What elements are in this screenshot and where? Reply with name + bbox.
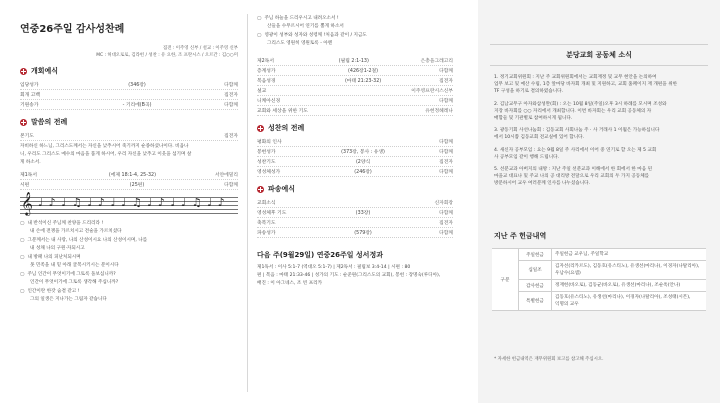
row-detail: (마태 21:23-32)	[344, 79, 382, 84]
row-leader: 다함께	[439, 140, 453, 145]
lyric-text: 산들을 수무르시어 연기를 뿜게 하소서	[267, 24, 344, 29]
section-heading-label: 개회예식	[31, 67, 59, 75]
offering-type: 감사헌금	[519, 280, 552, 292]
lyric-line	[20, 279, 238, 287]
lyric-text: 내 성채 나의 구원·자되시고	[30, 246, 85, 251]
row-label: 봉헌성가	[257, 150, 276, 155]
row-leader: 집전자	[224, 93, 238, 98]
response-marker-icon: ◯	[20, 254, 25, 259]
order-row	[20, 170, 238, 180]
response-marker-icon: ◯	[20, 271, 25, 276]
row-detail: (246장)	[354, 170, 372, 175]
order-row	[20, 90, 238, 100]
treble-clef-icon: 𝄞	[21, 191, 33, 215]
offering-names: 김동호(유스티노), 유생선(마리나), 이경자(나탈리아), 조성태(시몬), 익명의 교우	[552, 292, 707, 311]
lyric-line	[20, 287, 238, 296]
row-label: 니케아신경	[257, 99, 281, 104]
news-item: 5. 선분교과 아버지의 내방 : 지난 주일 선분교과 이해에서 한 회에서 한 마음 된 마을교 대표나 및 주교 나의 공 대리방 전달으로 우리 교회의 두 가지 공동체를 방문하시어 교우 여러분께 인사를 나누셨습니다.	[494, 167, 653, 187]
row-leader: 집전자	[224, 134, 238, 139]
lyric-text: 그의 일생은 지나가는 그림자 같습니다	[30, 297, 107, 302]
row-leader: 다함께	[224, 83, 238, 88]
row-leader: 다함께	[224, 183, 238, 188]
psalm-continued	[257, 14, 453, 48]
row-leader: 신자회장	[434, 201, 453, 206]
row-label: 축복기도	[257, 221, 276, 226]
lyric-text: 영광이 성부와 성자와 성령께 !처음과 같이 / 지금도	[264, 33, 367, 38]
order-row	[20, 80, 238, 90]
offering-type: 십일조	[519, 261, 552, 280]
offering-names: 김자선(리카르도), 김동호(유스티노), 유생선(마리나), 이경자(나탈리아), 우남수(요셉)	[552, 261, 707, 280]
lyric-text: 그리스도 영원히 영원토록 - 아멘	[267, 41, 333, 46]
word-continued	[257, 56, 453, 116]
order-row	[20, 180, 238, 190]
collect-prayer: 자비하신 하느님, 그리스도께서는 자신을 낮추시어 죽기까지 순종하셨나이다. 비옵나 니, 우리도 그리스도 예수의 마음을 품게 하시어, 우리 자신을 낮추고 이웃을 섬기며 살 게 하소서.	[20, 144, 192, 165]
row-leader: 집전자	[439, 79, 453, 84]
row-leader: 다함께	[439, 99, 453, 104]
row-label: 제1독서	[20, 173, 37, 178]
order-row	[257, 66, 453, 76]
row-label: 교회소식	[257, 201, 276, 206]
lyric-line	[257, 23, 453, 31]
lyric-text: 내 손에 전쟁을 가르치시고 전술을 가르치셨다	[30, 229, 122, 234]
row-detail: (579장)	[354, 231, 372, 236]
lyric-line	[257, 31, 453, 40]
table-row	[492, 292, 706, 311]
page-title: 연중26주일 감사성찬례	[20, 24, 125, 35]
lyric-line	[20, 236, 238, 245]
order-row	[257, 167, 453, 177]
response-marker-icon: ◯	[20, 220, 25, 225]
row-leader: 서얀에밀리	[214, 173, 238, 178]
lyric-text: 인간이 무엇이기에 그토록 생각해 주십니까?	[30, 280, 119, 285]
row-detail: (2양식	[355, 160, 371, 165]
order-row	[257, 208, 453, 218]
row-label: 입당성가	[20, 83, 39, 88]
response-marker-icon: ◯	[257, 15, 262, 20]
row-label: 파송성가	[257, 231, 276, 236]
credit-line: 집전 : 이주영 신부 / 설교 : 이주영 신부	[163, 46, 238, 51]
row-label: 제2독서	[257, 59, 274, 64]
order-row	[257, 147, 453, 157]
row-label: 설교	[257, 89, 267, 94]
offering-names: 주일헌금 교우님, 주일학교	[552, 249, 707, 261]
row-label: 복음성경	[257, 79, 276, 84]
cross-icon	[257, 125, 264, 132]
order-row	[257, 218, 453, 228]
lyric-line	[257, 14, 453, 23]
row-detail: (33장)	[355, 211, 371, 216]
offering-type: 특별헌금	[519, 292, 552, 311]
row-label: 시편	[20, 183, 30, 188]
section-heading-word	[20, 117, 238, 127]
order-row	[257, 228, 453, 238]
lyric-line	[20, 245, 238, 253]
lyric-line	[20, 270, 238, 279]
row-label: 기원송가	[20, 103, 39, 108]
left-column	[20, 14, 238, 304]
row-leader: 다함께	[224, 103, 238, 108]
row-leader: 다함께	[439, 170, 453, 175]
lyric-text: 주님 인간이 무엇이기에 그토록 돌보십니까?	[27, 272, 116, 277]
order-row	[257, 198, 453, 208]
service-credits	[20, 45, 238, 59]
row-leader: 다함께	[439, 211, 453, 216]
row-detail: (에제 18:1-4, 25-32)	[108, 173, 156, 178]
lyric-text: 그분께서는 내 사랑, 나의 산성이시요 나의 산성이시며, 나를	[27, 238, 148, 243]
order-row	[257, 157, 453, 167]
order-row	[20, 131, 238, 141]
section-heading-dismissal	[257, 184, 453, 194]
news-list	[494, 74, 706, 193]
response-marker-icon: ◯	[20, 288, 25, 293]
row-label: 본기도	[20, 134, 34, 139]
row-leader: 유헌정헤레나	[425, 109, 453, 114]
row-leader: 은총을그레고리	[420, 59, 453, 64]
row-leader: 집전자	[439, 160, 453, 165]
section-heading-eucharist	[257, 123, 453, 133]
order-row	[257, 137, 453, 147]
offering-footnote: * 자세한 헌금내역은 재무위원회 보고를 참고해 주십시오.	[494, 357, 604, 362]
table-row	[492, 261, 706, 280]
cross-icon	[20, 119, 27, 126]
lyric-line	[257, 40, 453, 48]
row-label: 층계성가	[257, 69, 276, 74]
credit-line: MC : 허대오로로, 김라헌 / 성찬 : 유 요한, 조 프란시스 / 오르간 : 김○○미	[96, 53, 238, 58]
row-label: 평화의 인사	[257, 140, 282, 145]
response-marker-icon: ◯	[257, 32, 262, 37]
lyric-text: 내 반석이신 주님께 찬양을 드리리라 !	[27, 221, 104, 226]
section-heading-label: 말씀의 전례	[31, 118, 68, 126]
music-staff	[20, 191, 238, 216]
right-panel	[478, 0, 720, 403]
psalm-responses	[20, 219, 238, 304]
row-detail: (373장, 봉사 : 유생)	[341, 150, 385, 155]
cross-icon	[20, 68, 27, 75]
lyric-text: 인간이란 한갓 숨결 같고 !	[27, 289, 80, 294]
row-detail: (필립 2:1-13)	[338, 59, 369, 64]
row-label: 회개 고백	[20, 93, 41, 98]
section-heading-label: 파송예식	[268, 185, 296, 193]
row-label: 영성체성가	[257, 170, 281, 175]
music-notes: ♩ ♪ ♩ ♫ ♩ ♪ ♩ ♩ ♫ ♩ ♪ ♩ ♩ ♫ ♩ ♪	[38, 196, 226, 209]
news-item: 1. 정기교회위원회 : 지난 주 교회위원회에서는 교회재정 및 교무 현안을 논의하여 업무 보고 및 예산 수립, 1층 앞마당 바자회 개최 및 지원하고, 교회 홈페이지 재 개편을 위한 TF 구성을 하기로 결의하였습니다.	[494, 75, 678, 95]
order-row	[20, 100, 238, 110]
column-divider	[247, 14, 248, 392]
row-leader: 다함께	[439, 231, 453, 236]
next-week-readings: 제1독서 : 이사 5:1-7 (역대오 5:1-7) | 제2독서 : 필립보 3:4-14 | 시편 : 80 편 | 복음 : 마태 21:33-46 | 성가의 기도 : 순준원(그리스도의 교회), 봉헌 : 장명숙(루디아), 배진 : 이 아그네스, 조 빈 프리카	[257, 265, 441, 286]
news-item: 3. 광동기회 사선나눔회 : 김동교회 사회나눔 주 · 사 거래사 1 이월은 가능하십니다 에서 10시쯤 김동교회 전교실에 있어 합니다.	[494, 128, 660, 141]
row-leader: 집전자	[439, 221, 453, 226]
row-leader: 다함께	[439, 150, 453, 155]
order-row	[257, 86, 453, 96]
offering-title: 지난 주 헌금내역	[494, 232, 547, 240]
row-detail: (25편)	[129, 183, 145, 188]
row-detail: (426장1-2절)	[348, 69, 379, 74]
order-row	[257, 76, 453, 86]
group-label: 구분	[492, 249, 519, 311]
news-item: 2. 김남교무구 아자와삼성완(회) : 오는 10월 8일(주일)오후 3시 하례를 모시며 조성와 지장 바자회를 ○○ 자리에서 개최합니다. 이번 바자회는 우리 교회 공동체의 자 매함들 및 기관별로 참여하시게 됩니다.	[494, 101, 667, 122]
row-detail: - 기리에(B곡)	[122, 103, 152, 108]
section-heading-opening	[20, 66, 238, 76]
row-detail: (346장)	[128, 83, 146, 88]
lyric-line	[20, 228, 238, 236]
row-label: 영성체후 기도	[257, 211, 287, 216]
order-row	[257, 96, 453, 106]
section-heading-label: 성찬의 전례	[268, 124, 305, 132]
row-leader: 이주영프란시스신부	[411, 89, 453, 94]
order-row	[257, 56, 453, 66]
response-marker-icon: ◯	[20, 237, 25, 242]
lyric-text: 못 민족을 내 밑 아래 굴복시키시는 분이시다	[30, 263, 119, 268]
news-title: 분당교회 공동체 소식	[490, 44, 708, 66]
news-item: 4. 새신자 공부모임 : 요는 9월 8일 주 사리에서 이어 중 연기로 할 오는 제 5 교회 사 공부모임 같이 행해 드립니다.	[494, 147, 657, 160]
cross-icon	[257, 186, 264, 193]
lyric-text: 주님 하늘을 드리우시고 내려오소서 !	[264, 16, 339, 21]
lyric-line	[20, 219, 238, 228]
lyric-text: 내 방패 나의 피난처되시며	[27, 255, 81, 260]
middle-column	[257, 14, 453, 292]
next-week-title: 다음 주(9월29일) 연중26주일 성서정과	[257, 251, 383, 259]
offering-type: 주일헌금	[519, 249, 552, 261]
table-row	[492, 249, 706, 261]
lyric-line	[20, 296, 238, 304]
lyric-line	[20, 262, 238, 270]
lyric-line	[20, 253, 238, 262]
offering-names: 정재헌(바오로), 김동균(바오로), 유생선(마리나), 조순옥(안나)	[552, 280, 707, 292]
table-row	[492, 280, 706, 292]
row-label: 성찬기도	[257, 160, 276, 165]
offering-table	[492, 248, 706, 311]
order-row	[257, 106, 453, 116]
row-label: 교회와 세상을 위한 기도	[257, 109, 308, 114]
row-leader: 다함께	[439, 69, 453, 74]
